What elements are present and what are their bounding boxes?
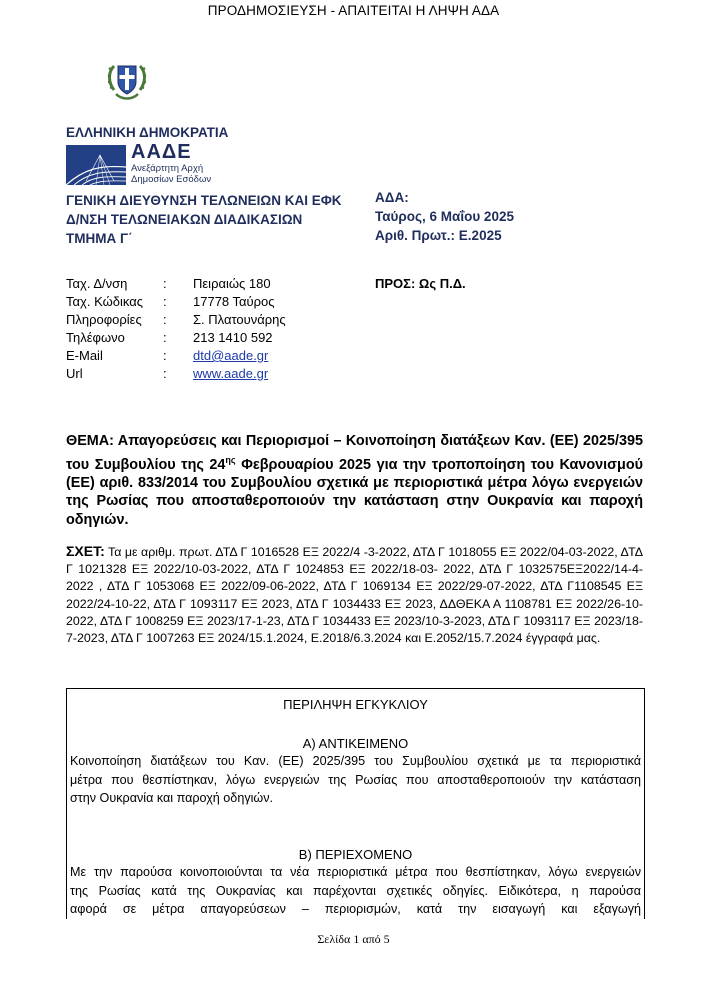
aade-subtitle: [131, 163, 211, 185]
aade-subtitle-line-2: Δημοσίων Εσόδων: [131, 174, 212, 185]
dept-general-directorate: ΓΕΝΙΚΗ ΔΙΕΥΘΥΝΣΗ ΤΕΛΩΝΕΙΩΝ ΚΑΙ ΕΦΚ: [66, 193, 342, 208]
contact-label: Ταχ. Δ/νση: [66, 276, 128, 291]
section-b-line-1: Με την παρούσα κοινοποιούνται τα νέα περιοριστικά μέτρα που θεσπίστηκαν, λόγω ενεργειών: [70, 865, 641, 879]
section-a-title: Α) ΑΝΤΙΚΕΙΜΕΝΟ: [302, 736, 409, 751]
section-b-line-2: της Ρωσίας κατά της Ουκρανίας και παρέχονται σχετικές οδηγίες. Ειδικότερα, η παρούσα: [70, 883, 641, 898]
contact-value: 17778 Ταύρος: [193, 294, 275, 309]
contact-value: Πειραιώς 180: [193, 276, 271, 291]
dept-directorate: Δ/ΝΣΗ ΤΕΛΩΝΕΙΑΚΩΝ ΔΙΑΔΙΚΑΣΙΩΝ: [66, 212, 303, 227]
section-a-line-1: Κοινοποίηση διατάξεων του Καν. (ΕΕ) 2025/395 του Συμβουλίου σχετικά με τα περιοριστικά: [70, 754, 641, 768]
contact-label: Ταχ. Κώδικας: [66, 294, 143, 309]
recipient: [375, 276, 466, 291]
republic-heading: ΕΛΛΗΝΙΚΗ ΔΗΜΟΚΡΑΤΙΑ: [66, 125, 229, 140]
website-link[interactable]: www.aade.gr: [193, 366, 269, 381]
related-text: Τα με αριθμ. πρωτ. ΔΤΔ Γ 1016528 ΕΞ 2022/4 -3-2022, ΔΤΔ Γ 1018055 ΕΞ 2022/04-03-2022, ΔΤΔ Γ 1021328 ΕΞ 2022/10-03-2022, ΔΤΔ Γ 1024853 ΕΞ 2022/18-03- 2022, ΔΤΔ Γ 1032575ΕΞ2022/14-4-2022 , ΔΤΔ Γ 1053068 ΕΞ 2022/09-06-2022, ΔΤΔ Γ 1069134 ΕΞ 2022/29-07-2022, ΔΤΔ Γ1108545 ΕΞ 2022/24-10-22, ΔΤΔ Γ 1093117 ΕΞ 2023, ΔΤΔ Γ 1034433 ΕΞ 2023, ΔΔΘΕΚΑ Α 1108781 ΕΞ 2022/26-10- 2022, ΔΤΔ Γ 1008259 ΕΞ 2023/17-1-23, ΔΤΔ Γ 1034433 ΕΞ 2023/10-3-2023, ΔΤΔ Γ 1093117 ΕΞ 2023/18-7-2023, ΔΤΔ Γ 1007263 ΕΞ 2024/15.1.2024, Ε.2018/6.3.2024 και Ε.2052/15.7.2024 έγγραφά μας.: [66, 545, 643, 646]
section-b-line-3: αφορά σε μέτρα απαγορεύσεων – περιορισμών, κατά την εισαγωγή και εξαγωγή: [70, 902, 641, 916]
ada-label: ΑΔΑ:: [375, 190, 409, 205]
contact-label: E-Mail: [66, 348, 103, 363]
email-link[interactable]: dtd@aade.gr: [193, 348, 269, 363]
subject-label: ΘΕΜΑ:: [66, 433, 114, 449]
recipient-text: ΠΡΟΣ: Ως Π.Δ.: [375, 276, 466, 291]
contact-label: Τηλέφωνο: [66, 330, 125, 345]
subject-superscript: ης: [225, 454, 236, 465]
place-date: Ταύρος, 6 Μαΐου 2025: [375, 209, 514, 224]
page-number: Σελίδα 1 από 5: [317, 932, 390, 946]
contact-separator: :: [163, 276, 167, 291]
contact-value: Σ. Πλατουνάρης: [193, 312, 286, 327]
aade-logo-icon: [66, 145, 126, 185]
dept-section: ΤΜΗΜΑ Γ΄: [66, 231, 133, 246]
section-b-title: Β) ΠΕΡΙΕΧΟΜΕΝΟ: [298, 847, 413, 862]
contact-separator: :: [163, 294, 167, 309]
subject-paragraph: [66, 432, 643, 529]
subject-text-part-1: Απαγορεύσεις και Περιορισμοί – Κοινοποίηση διατάξεων Καν. (ΕΕ) 2025/395 του Συμβουλίου της 24: [66, 433, 643, 473]
contact-separator: :: [163, 366, 167, 381]
contact-separator: :: [163, 312, 167, 327]
section-a-line-3: στην Ουκρανία και παροχή οδηγιών.: [70, 791, 274, 805]
summary-title: ΠΕΡΙΛΗΨΗ ΕΓΚΥΚΛΙΟΥ: [283, 697, 428, 712]
contact-label: Πληροφορίες: [66, 312, 142, 327]
circular-summary-box: [66, 688, 645, 919]
contact-label: Url: [66, 366, 83, 381]
contact-value: 213 1410 592: [193, 330, 273, 345]
related-references-paragraph: [66, 543, 643, 647]
aade-wordmark: ΑΑΔΕ: [131, 141, 192, 163]
protocol-number: Αριθ. Πρωτ.: Ε.2025: [375, 228, 502, 243]
aade-subtitle-line-1: Ανεξάρτητη Αρχή: [131, 163, 204, 174]
prepublication-banner: ΠΡΟΔΗΜΟΣΙΕΥΣΗ - ΑΠΑΙΤΕΙΤΑΙ Η ΛΗΨΗ ΑΔΑ: [207, 3, 500, 18]
contact-separator: :: [163, 330, 167, 345]
contact-separator: :: [163, 348, 167, 363]
related-label: ΣΧΕΤ:: [66, 543, 105, 559]
greek-emblem-icon: [106, 60, 148, 104]
section-a-line-2: μέτρα που θεσπίστηκαν, λόγω ενεργειών της Ρωσίας που αποσταθεροποιούν την κατάσταση: [70, 772, 641, 787]
subject-text-part-2: Φεβρουαρίου 2025 για την τροποποίηση του Κανονισμού (ΕΕ) αριθ. 833/2014 του Συμβουλίου σχετικά με περιοριστικά μέτρα λόγω ενεργειών της Ρωσίας που αποσταθεροποιούν την κατάσταση στην Ουκρανία και παροχή οδηγιών.: [66, 456, 644, 528]
